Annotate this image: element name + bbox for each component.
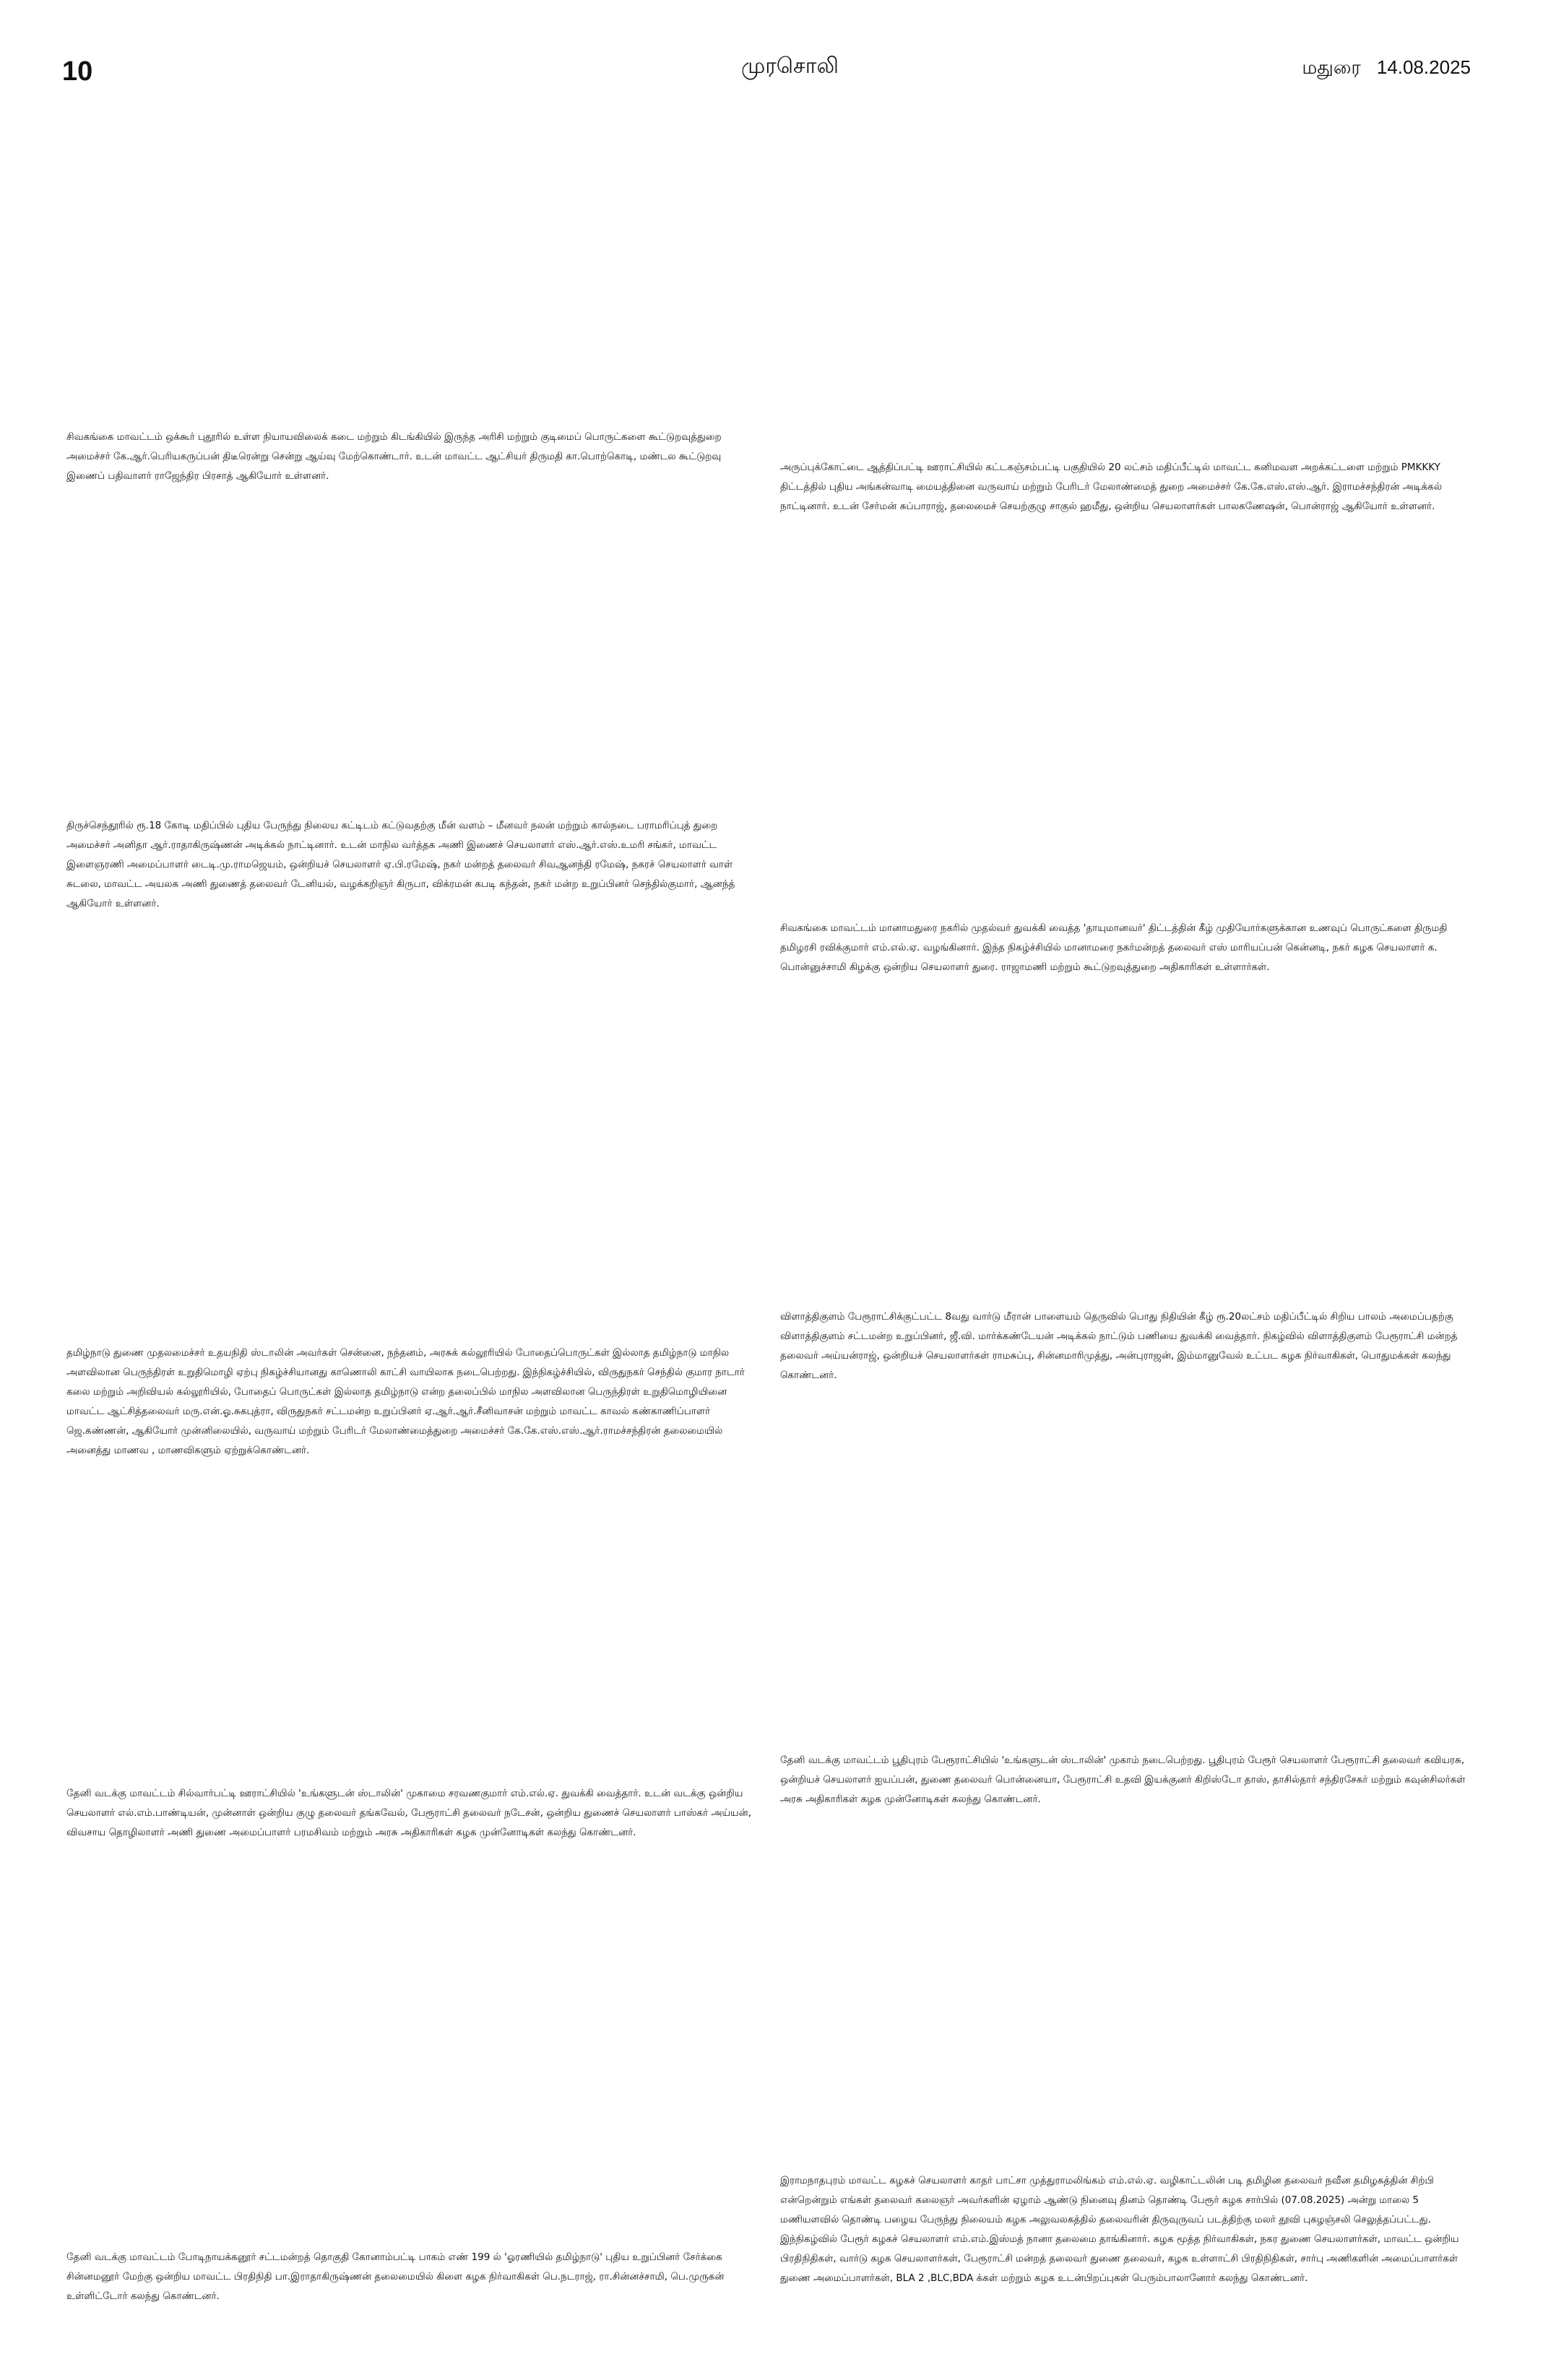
photo-caption-4: சிவகங்கை மாவட்டம் மானாமதுரை நகரில் முதல்வர் துவக்கி வைத்த 'தாயுமானவர்' திட்டத்தின் கீழ் முதியோர்களுக்கான உணவுப் பொருட்களை திருமதி தமிழரசி ரவிக்குமார் எம்.எல்.ஏ. வழங்கினார். இந்த நிகழ்ச்சியில் மானாமரை நகர்மன்றத் தலைவர் எஸ் மாரியப்பன் கென்னடி, நகர் கழக செயலாளர் க. பொன்னுச்சாமி கிழக்கு ஒன்றிய செயலாளர் துரை. ராஜாமணி மற்றும் கூட்டுறவுத்துறை அதிகாரிகள் உள்ளார்கள். [780, 922, 1448, 973]
issue-date: 14.08.2025 [1376, 56, 1471, 78]
photo-caption-5: விளாத்திகுளம் பேரூராட்சிக்குட்பட்ட 8வது வார்டு மீரான் பாளையம் தெருவில் பொது நிதியின் கீழ் ரூ.20லட்சம் மதிப்பீட்டில் சிறிய பாலம் அமைப்பதற்கு விளாத்திகுளம் சட்டமன்ற உறுப்பினர், ஜீ.வி. மார்க்கண்டேயன் அடிக்கல் நாட்டும் பணியை துவக்கி வைத்தார். நிகழ்வில் விளாத்திகுளம் பேரூராட்சி மன்றத் தலைவர் அய்யன்ராஜ், ஒன்றியச் செயலாளர்கள் ராமசுப்பு, சின்னமாரிமுத்து, அன்புராஜன், இம்மானுவேல் உட்பட கழக நிர்வாகிகள், பொதுமக்கள் கலந்து கொண்டனர். [780, 1311, 1458, 1381]
photo-caption-6: தமிழ்நாடு துணை முதலமைச்சர் உதயநிதி ஸ்டாலின் அவர்கள் சென்னை, நந்தனம், அரசுக் கல்லூரியில் போதைப்பொருட்கள் இல்லாத தமிழ்நாடு மாநில அளவிலான பெருந்திரள் உறுதிமொழி ஏற்பு நிகழ்ச்சியானது காணொலி காட்சி வாயிலாக நடைபெற்றது. இந்நிகழ்ச்சியில், விருதுநகர் செந்தில் குமார நாடார் கலை மற்றும் அறிவியல் கல்லூரியில், போதைப் பொருட்கள் இல்லாத தமிழ்நாடு என்ற தலைப்பில் மாநில அளவிலான பெருந்திரள் உறுதிமொழியினை மாவட்ட ஆட்சித்தலைவர் மரு.என்.ஓ.சுகபுத்ரா, விருதுநகர் சட்டமன்ற உறுப்பினர் ஏ.ஆர்.ஆர்.சீனிவாசன் மற்றும் மாவட்ட காவல் கண்காணிப்பாளர் ஜெ.கண்ணன், ஆகியோர் முன்னிலையில், வருவாய் மற்றும் பேரிடர் மேலாண்மைத்துறை அமைச்சர் கே.கே.எஸ்.எஸ்.ஆர்.ராமச்சந்திரன் தலைமையில் அனைத்து மாணவ , மாணவிகளும் ஏற்றுக்கொண்டனர். [66, 1347, 745, 1456]
photo-caption-9: இராமநாதபுரம் மாவட்ட கழகச் செயலாளர் காதர் பாட்சா முத்துராமலிங்கம் எம்.எல்.ஏ. வழிகாட்டலின் படி தமிழின தலைவர் நவீன தமிழகத்தின் சிற்பி என்றென்றும் எங்கள் தலைவர் கலைஞர் அவர்களின் ஏழாம் ஆண்டு நினைவு தினம் தொண்டி பேரூர் கழக சார்பில் (07.08.2025) அன்று மாலை 5 மணியளவில் தொண்டி பழைய பேருந்து நிலையம் கழக அலுவலகத்தில் தலைவரின் திருவுருவப் படத்திற்கு மலர் தூவி புகழஞ்சலி செலுத்தப்பட்டது. இந்நிகழ்வில் பேரூர் கழகச் செயலாளர் எம்.எம்.இஸ்மத் நானா தலைமை தாங்கினார். கழக மூத்த நிர்வாகிகள், நகர துணை செயலாளர்கள், மாவட்ட ஒன்றிய பிரதிநிதிகள், வார்டு கழக செயலாளர்கள், பேரூராட்சி மன்றத் தலைவர் துணை தலைவர், கழக உள்ளாட்சி பிரதிநிதிகள், சார்பு அணிகளின் அமைப்பாளர்கள் துணை அமைப்பாளர்கள், BLA 2 ,BLC,BDA க்கள் மற்றும் கழக உடன்பிறப்புகள் பெரும்பாலானோர் கலந்து கொண்டனர். [780, 2175, 1459, 2284]
photo-caption-3: திருச்செந்தூரில் ரூ.18 கோடி மதிப்பில் புதிய பேருந்து நிலைய கட்டிடம் கட்டுவதற்கு மீன் வளம் – மீனவர் நலன் மற்றும் கால்நடை பராமரிப்புத் துறை அமைச்சர் அனிதா ஆர்.ராதாகிருஷ்ணன் அடிக்கல் நாட்டினார். உடன் மாநில வர்த்தக அணி இணைச் செயலாளர் எஸ்.ஆர்.எஸ்.உமரி சங்கர், மாவட்ட இளைஞரணி அமைப்பாளர் டைடி.மு.ராமஜெயம், ஒன்றியச் செயலாளர் ஏ.பி.ரமேஷ், நகர் மன்றத் தலைவர் சிவஆனந்தி ரமேஷ், நகரச் செயலாளர் வாள் சுடலை, மாவட்ட அயலக அணி துணைத் தலைவர் டேனியல், வழக்கறிஞர் கிருபா, விக்ரமன் கபடி கந்தன், நகர் மன்ற உறுப்பினர் செந்தில்குமார், ஆனந்த் ஆகியோர் உள்ளனர். [66, 820, 735, 909]
photo-caption-8: தேனி வடக்கு மாவட்டம் சில்வார்பட்டி ஊராட்சியில் 'உங்களுடன் ஸ்டாலின்' முகாமை சரவணகுமார் எம்.எல்.ஏ. துவக்கி வைத்தார். உடன் வடக்கு ஒன்றிய செயலாளர் எல்.எம்.பாண்டியன், முன்னாள் ஒன்றிய குழு தலைவர் தங்கவேல், பேரூராட்சி தலைவர் நடேசன், ஒன்றிய துணைச் செயலாளர் பாஸ்கர் அய்யன், விவசாய தொழிலாளர் அணி துணை அமைப்பாளர் பரமசிவம் மற்றும் அரசு அதிகாரிகள் கழக முன்னோடிகள் கலந்து கொண்டனர். [66, 1788, 752, 1838]
edition-city: மதுரை [1302, 57, 1361, 79]
photo-caption-1: சிவகங்கை மாவட்டம் ஒக்கூர் புதூரில் உள்ள நியாயவிலைக் கடை மற்றும் கிடங்கியில் இருந்த அரிசி மற்றும் குடிமைப் பொருட்களை கூட்டுறவுத்துறை அமைச்சர் கே.ஆர்.பெரியகருப்பன் திடீரென்று சென்று ஆய்வு மேற்கொண்டார். உடன் மாவட்ட ஆட்சியர் திருமதி கா.பொற்கொடி, மண்டல கூட்டுறவு இணைப் பதிவாளர் ராஜேந்திர பிரசாத் ஆகியோர் உள்ளனர். [66, 431, 722, 482]
photo-caption-10: தேனி வடக்கு மாவட்டம் போடிநாயக்கனூர் சட்டமன்றத் தொகுதி கோனாம்பட்டி பாகம் எண் 199 ல் 'ஓரணியில் தமிழ்நாடு' புதிய உறுப்பினர் சேர்க்கை சின்னமனூர் மேற்கு ஒன்றிய மாவட்ட பிரதிநிதி பா.இராதாகிருஷ்ணன் தலைமையில் கிளை கழக நிர்வாகிகள் பெ.நடராஜ், ரா.சின்னச்சாமி, பெ.முருகன் உள்ளிட்டோர் கலந்து கொண்டனர். [66, 2251, 725, 2302]
masthead: முரசொலி [741, 53, 839, 79]
photo-caption-7: தேனி வடக்கு மாவட்டம் பூதிபுரம் பேரூராட்சியில் 'உங்களுடன் ஸ்டாலின்' முகாம் நடைபெற்றது. பூதிபுரம் பேரூர் செயலாளர் பேரூராட்சி தலைவர் கவியரசு, ஒன்றியச் செயலாளர் ஐயப்பன், துணை தலைவர் பொன்னையா, பேரூராட்சி உதவி இயக்குனர் கிறிஸ்டோ தாஸ், தாசில்தார் சந்திரசேகர் மற்றும் கவுன்சிலர்கள் அரசு அதிகாரிகள் கழக முன்னோடிகள் கலந்து கொண்டனர். [780, 1754, 1466, 1805]
photo-caption-2: அருப்புக்கோட்டை ஆத்திப்பட்டி ஊராட்சியில் கட்டகஞ்சம்பட்டி பகுதியில் 20 லட்சம் மதிப்பீட்டில் மாவட்ட கனிமவள அறக்கட்டளை மற்றும் PMKKKY திட்டத்தில் புதிய அங்கன்வாடி மையத்தினை வருவாய் மற்றும் பேரிடர் மேலாண்மைத் துறை அமைச்சர் கே.கே.எஸ்.எஸ்.ஆர். இராமச்சந்திரன் அடிக்கல் நாட்டினார். உடன் சேர்மன் சுப்பாராஜ், தலைமைச் செயற்குழு சாகுல் ஹமீது, ஒன்றிய செயலாளர்கள் பாலகணேஷன், பொன்ராஜ் ஆகியோர் உள்ளனர். [780, 462, 1443, 512]
page-number: 10 [62, 56, 93, 87]
dateline [1302, 56, 1471, 81]
page-header [62, 52, 1485, 95]
